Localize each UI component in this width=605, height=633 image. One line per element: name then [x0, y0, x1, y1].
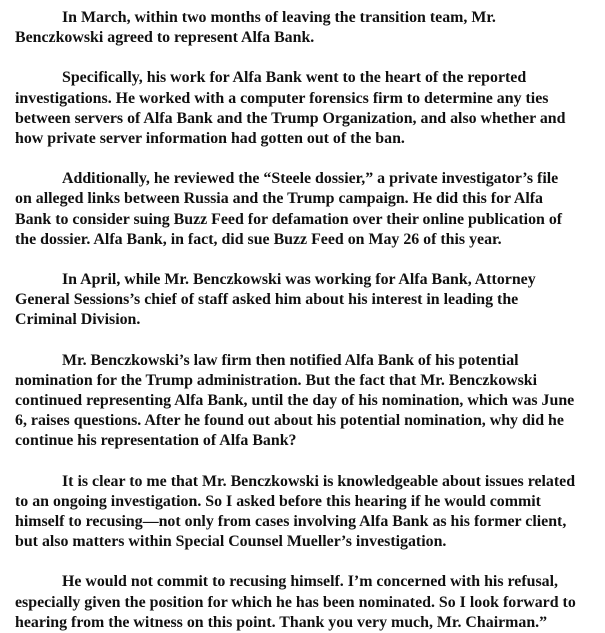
paragraph-nomination-questions: Mr. Benczkowski’s law firm then notified Alfa Bank of his potential nomination for the Trump administration. But the fact that Mr. Benczkowski continued representing Alfa Bank, until the day of his nomination, which was June 6, raises questions. After he found out about his potential nomination, why did he continue his representation of Alfa Bank? [15, 351, 575, 450]
paragraph-criminal-division-interest: In April, while Mr. Benczkowski was working for Alfa Bank, Attorney General Sessions’s chief of staff asked him about his interest in leading the Criminal Division. [15, 271, 536, 329]
paragraph-closing-remarks: He would not commit to recusing himself. I’m concerned with his refusal, especially given the position for which he has been nominated. So I look forward to hearing from the witness on this point. Thank you very much, Mr. Chairman.” [15, 573, 576, 631]
paragraph-recusal-request: It is clear to me that Mr. Benczkowski is knowledgeable about issues related to an ongoing investigation. So I asked before this hearing if he would commit himself to recusing—not only from cases involving Alfa Bank as his former client, but also matters within Special Counsel Mueller’s investigation. [15, 472, 576, 551]
paragraph-forensics-work: Specifically, his work for Alfa Bank went to the heart of the reported investigations. He worked with a computer forensics firm to determine any ties between servers of Alfa Bank and the Trump Organization, and also whether and how private server information had gotten out of the ban. [15, 69, 566, 148]
paragraph-alfa-bank-representation: In March, within two months of leaving the transition team, Mr. Benczkowski agreed to represent Alfa Bank. [15, 9, 496, 47]
paragraph-steele-dossier: Additionally, he reviewed the “Steele dossier,” a private investigator’s file on alleged links between Russia and the Trump campaign. He did this for Alfa Bank to consider suing Buzz Feed for defamation over their online publication of the dossier. Alfa Bank, in fact, did sue Buzz Feed on May 26 of this year. [15, 170, 563, 248]
